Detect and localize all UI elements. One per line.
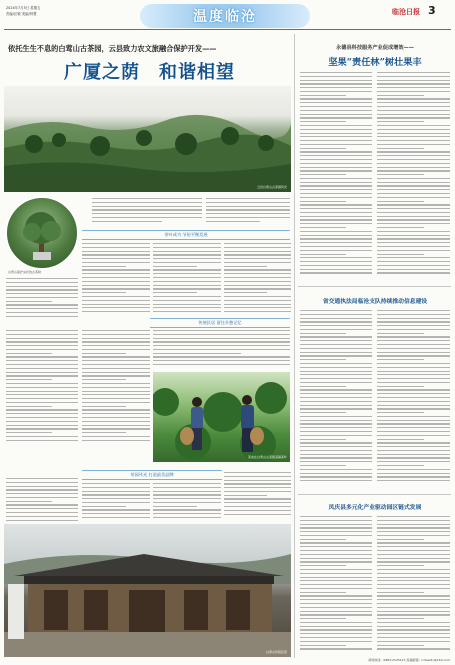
issue-date: 2024年7月5日 星期五: [6, 6, 41, 10]
right3-headline: 凤庆县多元化产业驱动园区链式发展: [328, 505, 422, 511]
lead-intro-text-2: [206, 198, 290, 224]
masthead: [0, 0, 455, 30]
right-divider-1: [298, 286, 451, 287]
lead-body-col8: [6, 478, 78, 523]
issue-editors: 责编/汪敏 美编/钟慧: [6, 12, 37, 16]
right2-body-col2: [377, 310, 450, 484]
subhead-2-text: 传统民居 留住乡愁记忆: [194, 319, 245, 327]
subhead-2: [150, 318, 290, 328]
right1-body-col2: [377, 72, 450, 276]
column-separator: [294, 34, 295, 658]
lead-photo-caption: 云县白莺山古茶园风光: [256, 185, 287, 189]
lead-body-col4: [224, 243, 291, 315]
tea-picking-caption: 茶农在白莺山古茶园采摘茶叶: [247, 455, 287, 459]
section-title: 温度临沧: [193, 9, 257, 25]
lead-body-col6: [82, 330, 150, 443]
lead-body-col11: [224, 472, 291, 517]
lead-intro-text: [92, 198, 202, 224]
paper-name: 临沧日报: [392, 7, 420, 16]
house-caption: 白莺山传统民居: [265, 650, 287, 654]
right2-headline: 省交通执法局临沧支队持续推动信息建设: [322, 299, 428, 305]
tea-picking-photo: [153, 372, 290, 462]
lead-photo-landscape: [4, 86, 291, 192]
lead-body-col2: [82, 243, 150, 315]
subhead-3-text: 茶园风光 打造最美品牌: [126, 471, 177, 479]
right3-body-col2: [377, 516, 450, 652]
page-number: 3: [428, 4, 436, 17]
subhead-1-text: 茶叶成为 节俗平衡发展: [160, 231, 211, 239]
subhead-1: [82, 230, 290, 240]
lead-photo-tea-tree: [5, 196, 79, 270]
right1-headline: 坚果“责任林”树壮果丰: [328, 57, 422, 68]
lead-body-col7: [153, 330, 290, 368]
right2-body-col1: [300, 310, 372, 484]
subhead-3: [82, 470, 222, 480]
right-divider-2: [298, 494, 451, 495]
lead-kicker: 依托生生不息的白莺山古茶园，云县致力农文旅融合保护开发——: [8, 44, 217, 53]
masthead-rule: [4, 29, 451, 30]
lead-body-col9: [82, 483, 150, 521]
lead-headline: 广厦之荫 和谐相望: [64, 62, 235, 83]
lead-body-col5: [6, 330, 78, 443]
footer-text: 新闻热线：0883-2125123 投稿邮箱：lcrbwdlc@163.com: [368, 658, 450, 662]
section-banner: [140, 4, 310, 28]
right1-kicker: 永德县科技服务产业促成增效——: [336, 45, 414, 51]
lead-body-col10: [153, 483, 221, 521]
tea-tree-caption: 白莺山保护完好的古茶树: [8, 270, 42, 274]
right3-body-col1: [300, 516, 372, 652]
lead-body-col1: [6, 278, 78, 320]
traditional-house-photo: [4, 524, 291, 657]
lead-body-col3: [153, 243, 221, 315]
right1-body-col1: [300, 72, 372, 276]
